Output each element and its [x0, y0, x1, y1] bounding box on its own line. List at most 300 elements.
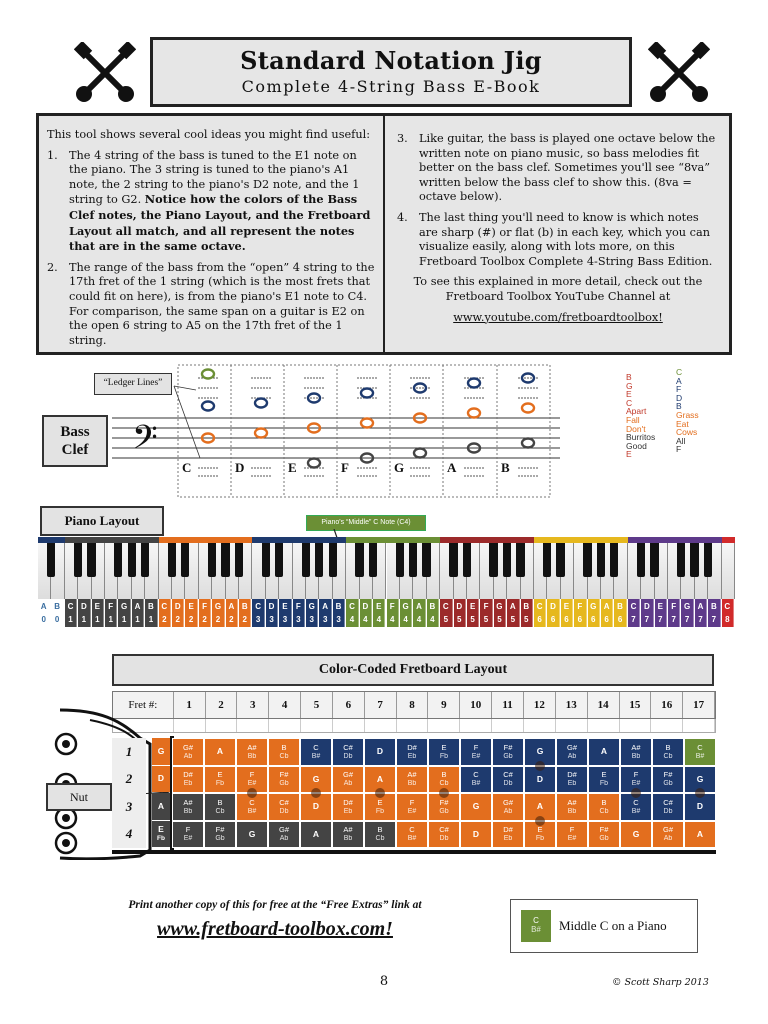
page-number: 8: [379, 974, 389, 989]
piano-key-note: D: [643, 602, 650, 611]
bass-clef-label: [42, 415, 108, 467]
piano-key-label: [467, 599, 479, 627]
fret-note-name: C: [633, 797, 639, 807]
fretboard-title: Color-Coded Fretboard Layout: [112, 654, 714, 686]
fret-number: 9: [428, 692, 460, 718]
piano-black-key[interactable]: [422, 543, 430, 577]
whole-note: [361, 419, 373, 428]
open-string-note[interactable]: [152, 738, 170, 765]
fret-note-name: F#: [663, 770, 673, 780]
piano-key-note: F: [202, 602, 207, 611]
piano-key-octave: 5: [443, 615, 449, 624]
fret-note-cell[interactable]: [364, 738, 396, 766]
piano-key-note: E: [282, 602, 288, 611]
crossed-guitars-logo-left: [74, 42, 136, 104]
piano-key-label: [360, 599, 372, 627]
fret-note-cell[interactable]: [172, 766, 204, 794]
fret-note-name: A: [216, 746, 224, 757]
fret-note-cell[interactable]: [652, 821, 684, 849]
piano-key-label: [51, 599, 63, 627]
fret-note-name: C#: [439, 825, 449, 835]
piano-key-label: [547, 599, 559, 627]
piano-key-label: [601, 599, 613, 627]
fret-note-alt: Gb: [439, 807, 449, 815]
fret-inlay-dot: [439, 788, 449, 798]
fret-note-cell[interactable]: [268, 793, 300, 821]
open-string-note[interactable]: [152, 766, 170, 793]
fret-note-alt: Db: [279, 807, 289, 815]
bass-clef-icon: 𝄢: [132, 419, 158, 465]
piano-black-key[interactable]: [503, 543, 511, 577]
fret-note-alt: B#: [631, 807, 641, 815]
piano-key-octave: 5: [497, 615, 502, 624]
piano-key-octave: 2: [229, 615, 234, 624]
piano-key-octave: 5: [483, 615, 489, 624]
fret-note-alt: Db: [343, 752, 353, 760]
piano-key-label: [387, 599, 399, 627]
fret-note-cell[interactable]: [172, 738, 204, 766]
fret-note-cell[interactable]: [556, 738, 588, 766]
whole-note: [308, 459, 320, 468]
fret-note-alt: Cb: [375, 835, 385, 843]
fret-note-name: F: [409, 797, 415, 807]
fret-note-cell[interactable]: [460, 821, 492, 849]
fret-note-cell[interactable]: [172, 793, 204, 821]
piano-layout-label: Piano Layout: [40, 506, 164, 536]
fret-note-alt: Gb: [503, 752, 513, 760]
piano-key-octave: 4: [363, 615, 368, 624]
middle-c-legend-label: Middle C on a Piano: [559, 918, 667, 933]
fret-note-cell[interactable]: [588, 766, 620, 794]
fret-spacer: [651, 719, 683, 732]
fret-note-cell[interactable]: [652, 738, 684, 766]
piano-key-note: C: [349, 602, 355, 611]
fret-note-name: D: [312, 801, 320, 812]
piano-key-note: F: [295, 602, 301, 611]
piano-key-octave: 0: [41, 615, 46, 624]
fret-note-name: G#: [662, 825, 673, 835]
piano-key-octave: 4: [416, 615, 422, 624]
fret-note-name: G: [696, 773, 704, 784]
piano-key-label: [118, 599, 130, 627]
piano-key-label: [38, 599, 50, 627]
fret-note-name: D#: [343, 797, 353, 807]
open-string-note-name: D: [157, 773, 165, 784]
fret-note-alt: Bb: [407, 780, 417, 788]
fret-note-name: C: [249, 797, 255, 807]
piano-black-key[interactable]: [221, 543, 229, 577]
fret-note-cell[interactable]: [332, 793, 364, 821]
mnemonic-line-word: E: [626, 449, 632, 460]
whole-note: [468, 409, 480, 418]
fret-note-cell[interactable]: [172, 821, 204, 849]
fret-note-alt: Bb: [567, 807, 577, 815]
fret-note-cell[interactable]: [332, 821, 364, 849]
piano-key-note: C: [630, 602, 637, 611]
mnemonic-space-word: D: [676, 392, 683, 403]
copyright: © Scott Sharp 2013: [612, 977, 709, 988]
fret-number: 4: [269, 692, 301, 718]
fret-note-cell[interactable]: [236, 821, 268, 849]
fret-number: 3: [237, 692, 269, 718]
fret-note-alt: Eb: [343, 807, 353, 815]
piano-key-note: C: [724, 602, 731, 611]
piano-black-key[interactable]: [114, 543, 122, 577]
fret-note-name: F: [633, 770, 639, 780]
fret-note-alt: B#: [695, 752, 705, 760]
fret-note-cell[interactable]: [652, 766, 684, 794]
info-left-column: [39, 116, 385, 352]
mnemonic-line-word: E: [626, 389, 632, 400]
mnemonic-space-word: Cows: [676, 427, 698, 438]
middle-c-callout: Piano's “Middle” C Note (C4): [306, 515, 426, 531]
piano-black-key[interactable]: [597, 543, 605, 577]
piano-black-key[interactable]: [543, 543, 551, 577]
piano-key-label: [681, 599, 693, 627]
fret-note-cell[interactable]: [492, 766, 524, 794]
piano-key-note: G: [496, 602, 503, 611]
piano-key-octave: 3: [282, 615, 288, 624]
piano-black-key[interactable]: [302, 543, 310, 577]
fret-note-alt: Db: [439, 835, 449, 843]
piano-key-label: [239, 599, 251, 627]
fret-note-cell[interactable]: [300, 821, 332, 849]
info-item-2: [47, 261, 375, 349]
piano-key-octave: 7: [631, 615, 636, 624]
piano-key-note: E: [563, 602, 570, 611]
fret-number: 2: [206, 692, 238, 718]
fret-note-name: F#: [279, 770, 289, 780]
piano-black-key[interactable]: [315, 543, 323, 577]
piano-black-key[interactable]: [369, 543, 377, 577]
fret-note-name: C: [473, 770, 479, 780]
piano-key-note: G: [308, 602, 315, 611]
fret-note-name: A: [696, 828, 704, 839]
piano-black-key[interactable]: [409, 543, 417, 577]
piano-key-note: F: [389, 602, 395, 611]
piano-key-note: B: [241, 602, 248, 611]
fret-note-name: A: [600, 746, 608, 757]
fret-note-cell[interactable]: [204, 793, 236, 821]
piano-key-octave: 7: [684, 615, 690, 624]
info-item-number: 2.: [47, 260, 58, 274]
piano-black-key[interactable]: [141, 543, 149, 577]
fret-note-alt: Fb: [215, 780, 225, 788]
fret-note-alt: Bb: [631, 752, 641, 760]
piano-black-key[interactable]: [396, 543, 404, 577]
fret-label: Fret #:: [113, 692, 174, 718]
info-item-4: [397, 211, 719, 269]
piano-key-label: [199, 599, 211, 627]
fret-number: 17: [683, 692, 715, 718]
note-column-label: E: [288, 460, 297, 475]
fret-note-cell[interactable]: [588, 793, 620, 821]
fret-note-cell[interactable]: [556, 821, 588, 849]
fret-note-cell[interactable]: [268, 821, 300, 849]
info-item-number: 1.: [47, 148, 58, 162]
piano-key-octave: 7: [658, 615, 663, 624]
fret-note-cell[interactable]: [588, 821, 620, 849]
piano-key-octave: 4: [403, 615, 408, 624]
piano-key-octave: 7: [644, 615, 650, 624]
piano-black-key[interactable]: [704, 543, 712, 577]
mnemonic-line-word: Fall: [626, 414, 640, 425]
fret-note-name: B: [281, 742, 287, 752]
piano-black-key[interactable]: [677, 543, 685, 577]
fret-note-name: B: [665, 742, 671, 752]
open-string-column: [152, 738, 170, 848]
fret-note-cell[interactable]: [204, 766, 236, 794]
piano-key-label: [641, 599, 653, 627]
piano-key-note: G: [402, 602, 409, 611]
fret-note-alt: Gb: [279, 780, 289, 788]
fret-number: 16: [651, 692, 683, 718]
whole-note: [255, 429, 267, 438]
fret-note-cell[interactable]: [364, 821, 396, 849]
fret-note-cell[interactable]: [492, 821, 524, 849]
info-intro: This tool shows several cool ideas you might find useful:: [47, 128, 371, 141]
print-copy-text: Print another copy of this for free at the “Free Extras” link at: [128, 899, 422, 911]
fret-spacer: [460, 719, 492, 732]
piano-key-label: [507, 599, 519, 627]
youtube-link[interactable]: www.youtube.com/fretboardtoolbox!: [453, 310, 663, 324]
fret-note-alt: B#: [311, 752, 321, 760]
piano-key-note: C: [442, 602, 449, 611]
fret-note-name: F#: [503, 742, 513, 752]
fret-note-cell[interactable]: [556, 766, 588, 794]
fret-note-cell[interactable]: [396, 738, 428, 766]
bass-clef-label-line1: Bass: [60, 424, 90, 440]
fret-note-cell[interactable]: [588, 738, 620, 766]
piano-black-key[interactable]: [168, 543, 176, 577]
fret-note-name: B: [377, 825, 383, 835]
fret-note-alt: Ab: [663, 835, 673, 843]
piano-key-note: F: [108, 602, 114, 611]
piano-key-label: [306, 599, 318, 627]
fret-note-alt: Db: [663, 807, 673, 815]
page-title: Standard Notation Jig: [240, 46, 542, 75]
crossed-guitars-logo-right: [648, 42, 710, 104]
piano-black-key[interactable]: [74, 543, 82, 577]
piano-key-label: [226, 599, 238, 627]
fretboard-bottom-rail: [112, 850, 716, 854]
fret-spacer: [428, 719, 460, 732]
piano-key-note: C: [536, 602, 543, 611]
piano-key-octave: 6: [550, 615, 556, 624]
fret-note-cell[interactable]: [268, 766, 300, 794]
piano-key-octave: 4: [430, 615, 435, 624]
fret-note-cell[interactable]: [652, 793, 684, 821]
piano-key-note: F: [483, 602, 489, 611]
fret-note-cell[interactable]: [396, 766, 428, 794]
website-link[interactable]: www.fretboard-toolbox.com!: [157, 918, 393, 940]
whole-note: [414, 449, 426, 458]
fret-note-cell[interactable]: [236, 738, 268, 766]
fret-note-cell[interactable]: [460, 793, 492, 821]
piano-black-key[interactable]: [87, 543, 95, 577]
fret-note-alt: Gb: [663, 780, 673, 788]
fret-note-cell[interactable]: [684, 738, 716, 766]
open-string-note[interactable]: [152, 793, 170, 820]
fret-note-name: C: [409, 825, 415, 835]
piano-key-note: G: [590, 602, 597, 611]
fret-note-alt: Cb: [439, 780, 449, 788]
middle-c-legend: [510, 899, 698, 953]
fret-note-cell[interactable]: [492, 793, 524, 821]
piano-key-octave: 1: [81, 615, 87, 624]
piano-black-key[interactable]: [128, 543, 136, 577]
info-item-number: 4.: [397, 210, 408, 224]
fret-note-name: G#: [278, 825, 289, 835]
fret-note-cell[interactable]: [460, 766, 492, 794]
piano-black-key[interactable]: [329, 543, 337, 577]
whole-note: [522, 439, 534, 448]
fret-note-cell[interactable]: [396, 821, 428, 849]
fret-note-name: G#: [342, 770, 353, 780]
fret-note-name: A#: [567, 797, 577, 807]
piano-key-label: [172, 599, 184, 627]
piano-key-octave: 2: [215, 615, 221, 624]
piano-key-note: E: [376, 602, 382, 611]
piano-key-octave: 6: [564, 615, 569, 624]
piano-black-key[interactable]: [489, 543, 497, 577]
piano-black-key[interactable]: [610, 543, 618, 577]
fret-note-name: D: [376, 746, 384, 757]
fret-number: 15: [620, 692, 652, 718]
fret-note-cell[interactable]: [300, 738, 332, 766]
piano-black-key[interactable]: [449, 543, 457, 577]
piano-key-label: [346, 599, 358, 627]
piano-black-key[interactable]: [275, 543, 283, 577]
fret-note-cell[interactable]: [460, 738, 492, 766]
piano-black-key[interactable]: [556, 543, 564, 577]
piano-key-label: [574, 599, 586, 627]
fret-note-alt: Cb: [599, 807, 609, 815]
fret-note-name: D#: [183, 770, 193, 780]
fret-note-cell[interactable]: [620, 738, 652, 766]
fret-note-cell[interactable]: [556, 793, 588, 821]
fret-note-cell[interactable]: [332, 738, 364, 766]
fret-spacer: [333, 719, 365, 732]
string-number-column: [112, 738, 146, 848]
piano-black-key[interactable]: [583, 543, 591, 577]
fret-note-cell[interactable]: [428, 821, 460, 849]
fret-note-cell[interactable]: [492, 738, 524, 766]
piano-black-key[interactable]: [262, 543, 270, 577]
whole-note: [361, 389, 373, 398]
piano-key-label: [440, 599, 452, 627]
fret-note-alt: Fb: [535, 835, 545, 843]
open-string-note[interactable]: [152, 821, 170, 848]
piano-key-label: [708, 599, 720, 627]
piano-key-note: B: [148, 602, 154, 611]
mnemonic-space-word: F: [676, 384, 682, 395]
fret-note-alt: Gb: [215, 835, 225, 843]
fret-note-name: F: [249, 770, 255, 780]
piano-key-octave: 0: [54, 615, 60, 624]
piano-black-key[interactable]: [463, 543, 471, 577]
fret-note-alt: B#: [471, 780, 481, 788]
piano-key-octave: 3: [296, 615, 301, 624]
piano-black-key[interactable]: [355, 543, 363, 577]
piano-key-octave: 5: [524, 615, 529, 624]
fret-number: 12: [524, 692, 556, 718]
piano-key-octave: 1: [108, 615, 113, 624]
open-string-note-alt: Fb: [157, 834, 165, 842]
piano-black-key[interactable]: [235, 543, 243, 577]
piano-key-note: E: [94, 602, 100, 611]
fret-note-cell[interactable]: [204, 821, 236, 849]
piano-black-key[interactable]: [47, 543, 55, 577]
piano-key-label: [427, 599, 439, 627]
piano-key-label: [413, 599, 425, 627]
fret-number: 5: [301, 692, 333, 718]
fret-note-alt: Eb: [407, 752, 417, 760]
string-number: 1: [125, 743, 133, 759]
fret-note-name: C#: [503, 770, 513, 780]
fret-note-alt: E#: [247, 780, 257, 788]
fret-note-name: B: [217, 797, 223, 807]
piano-key-octave: 4: [349, 615, 355, 624]
fret-spacer: [524, 719, 556, 732]
piano-key-note: A: [416, 602, 422, 611]
fret-inlay-dot: [375, 788, 385, 798]
piano-keyboard: [38, 537, 735, 627]
fret-note-name: G#: [182, 742, 193, 752]
fret-note-alt: Eb: [503, 835, 513, 843]
piano-key-octave: 3: [255, 615, 261, 624]
fret-note-cell[interactable]: [428, 738, 460, 766]
piano-black-key[interactable]: [650, 543, 658, 577]
fret-note-name: B: [601, 797, 607, 807]
fret-note-cell[interactable]: [268, 738, 300, 766]
mnemonic-spaces: [676, 368, 699, 454]
fret-note-cell[interactable]: [684, 821, 716, 849]
piano-black-key[interactable]: [208, 543, 216, 577]
fret-note-alt: B#: [407, 835, 417, 843]
piano-black-key[interactable]: [181, 543, 189, 577]
fret-note-alt: B#: [247, 807, 257, 815]
fret-note-cell[interactable]: [620, 821, 652, 849]
info-box: [36, 113, 732, 355]
fret-note-alt: E#: [183, 835, 193, 843]
note-column-label: D: [235, 460, 245, 475]
piano-key-octave: 4: [376, 615, 382, 624]
piano-black-key[interactable]: [690, 543, 698, 577]
whole-note: [522, 404, 534, 413]
fret-note-cell[interactable]: [204, 738, 236, 766]
fret-note-cell[interactable]: [332, 766, 364, 794]
piano-black-key[interactable]: [516, 543, 524, 577]
fret-note-name: E: [537, 825, 543, 835]
piano-key-octave: 1: [95, 615, 100, 624]
piano-key-note: E: [188, 602, 194, 611]
see-more-text: To see this explained in more detail, check out the Fretboard Toolbox YouTube Channel at: [413, 275, 703, 303]
piano-black-key[interactable]: [637, 543, 645, 577]
piano-key-label: [145, 599, 157, 627]
fret-note-cell[interactable]: [396, 793, 428, 821]
fret-note-alt: Bb: [343, 835, 353, 843]
fret-number: 10: [460, 692, 492, 718]
fret-spacer: [588, 719, 620, 732]
fret-note-alt: Eb: [183, 780, 193, 788]
info-item-text: The 4 string of the bass is tuned to the E1 note on the piano. The 3 string is tuned to the piano's A1 note, the 2 string to the piano's D2 note, and the 1 string to G2.: [69, 148, 360, 207]
middle-c-swatch-sub: B#: [531, 925, 541, 934]
fret-note-name: B: [441, 770, 447, 780]
fret-number: 8: [397, 692, 429, 718]
info-item-number: 3.: [397, 132, 408, 145]
piano-white-key[interactable]: [722, 543, 735, 599]
